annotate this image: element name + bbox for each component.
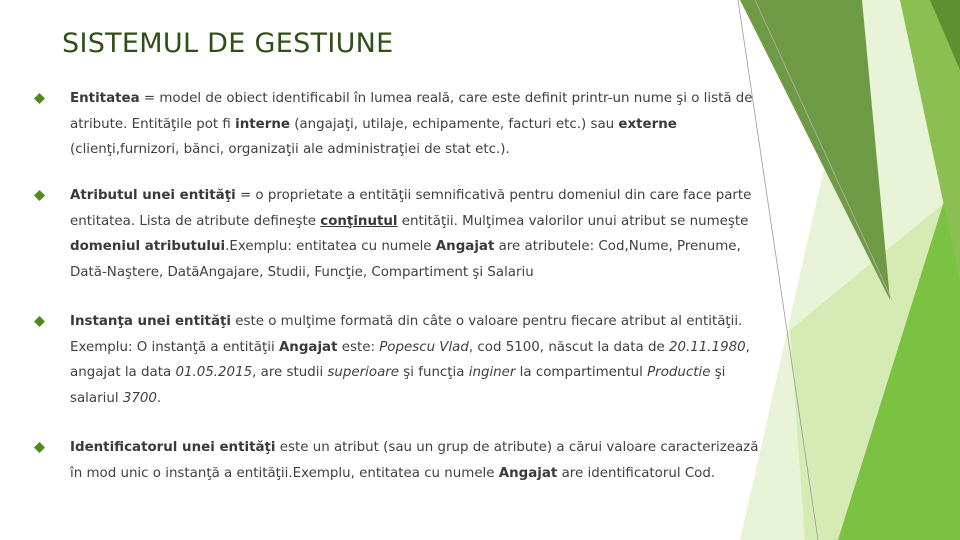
bullet-text (70, 86, 760, 163)
text-run: externe (618, 116, 677, 132)
bullet-marker-icon (34, 442, 45, 453)
bullet-entitatea (34, 86, 760, 163)
bullet-instanta (34, 309, 760, 411)
text-run: este: (337, 339, 380, 355)
text-run: este o mulţime formată din câte o valoare pentru fiecare atribut al entităţii. Exemplu: O instanţă a entităţii (70, 314, 743, 355)
text-run: domeniul atributului (70, 239, 226, 254)
text-run: 01.05.2015 (175, 365, 253, 380)
text-run: = model de obiect identificabil în lumea reală, care este definit printr-un nume şi o listă de atribute. Entităţile pot fi (70, 91, 753, 132)
bullet-atributul (34, 183, 760, 285)
text-run: , cod 5100, născut la data de (468, 339, 669, 355)
text-run: , are studii (252, 365, 328, 380)
text-run: , angajat la data (70, 339, 750, 380)
slide-title: SISTEMUL DE GESTIUNE (62, 28, 394, 59)
text-run: la compartimentul (515, 365, 648, 380)
text-run: entităţii. Mulţimea valorilor unui atribut se numeşte (397, 213, 749, 229)
text-run: Entitatea (70, 91, 140, 106)
text-run: şi funcţia (399, 365, 469, 380)
text-run: conţinutul (320, 213, 398, 229)
bullet-marker-icon (34, 316, 45, 327)
text-run: (clienţi,furnizori, bănci, organizaţii ale administraţiei de stat etc.). (70, 142, 510, 157)
text-run: are identificatorul Cod. (557, 465, 716, 481)
text-run: Atributul unei entităţi (70, 188, 236, 203)
bullet-marker-icon (34, 93, 45, 104)
text-run: .Exemplu: entitatea cu numele (225, 239, 436, 254)
text-run: Angajat (435, 239, 495, 254)
text-run: inginer (468, 365, 516, 380)
text-run: Identificatorul unei entităţi (70, 440, 276, 455)
text-run: Angajat (498, 465, 558, 481)
text-run: Productie (647, 365, 711, 380)
text-run: 20.11.1980 (668, 339, 746, 355)
bullet-text (70, 183, 760, 285)
text-run: este un atribut (sau un grup de atribute) a cărui valoare caracterizează în mod unic o instanţă a entităţii.Exemplu, entitatea cu numele (70, 440, 759, 481)
text-run: şi salariul (70, 365, 726, 406)
bullet-text (70, 309, 760, 411)
text-run: 3700 (122, 390, 157, 406)
text-run: interne (235, 116, 290, 132)
text-run: Angajat (278, 339, 338, 355)
text-run: = o proprietate a entităţii semnificativă pentru domeniul din care face parte entitatea. Lista de atribute defineşte (70, 188, 752, 229)
bullet-identificatorul (34, 435, 760, 486)
bullet-text (70, 435, 760, 486)
text-run: superioare (327, 365, 400, 380)
text-run: . (156, 390, 162, 406)
text-run: (angajaţi, utilaje, echipamente, facturi etc.) sau (289, 116, 619, 132)
text-run: are atributele: Cod,Nume, Prenume, Dată-Naştere, DatăAngajare, Studii, Funcţie, Compartiment şi Salariu (70, 239, 741, 280)
text-run: Instanţa unei entităţi (70, 314, 231, 329)
text-run: Popescu Vlad (379, 339, 469, 355)
bullet-marker-icon (34, 190, 45, 201)
